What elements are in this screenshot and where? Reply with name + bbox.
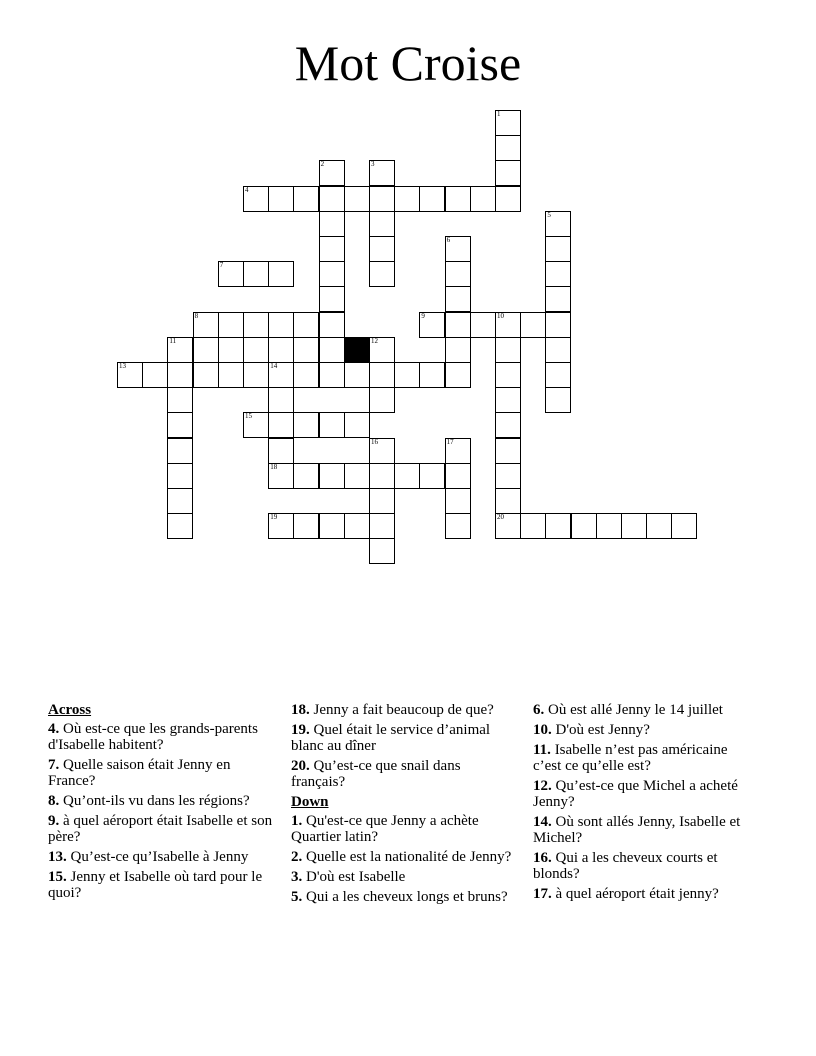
crossword-cell[interactable]: [520, 513, 546, 539]
crossword-cell[interactable]: [445, 362, 471, 388]
down-clue: [533, 722, 758, 738]
crossword-cell[interactable]: [369, 538, 395, 564]
clue-number: 2: [320, 160, 325, 169]
crossword-cell[interactable]: [369, 337, 395, 363]
crossword-cell[interactable]: [545, 261, 571, 287]
clue-text: à quel aéroport était Isabelle et son père?: [48, 813, 273, 845]
crossword-cell[interactable]: [470, 312, 496, 338]
clue-number: 10: [497, 311, 504, 320]
crossword-cell[interactable]: [369, 211, 395, 237]
crossword-cell[interactable]: [495, 110, 521, 136]
clue-number: 10.: [533, 722, 552, 738]
across-clue: [48, 793, 273, 809]
crossword-cell[interactable]: [545, 286, 571, 312]
clue-number: 5.: [291, 889, 303, 905]
crossword-cell[interactable]: [495, 135, 521, 161]
crossword-cell[interactable]: [495, 312, 521, 338]
crossword-cell[interactable]: [319, 412, 345, 438]
clue-text: Qui a les cheveux longs et bruns?: [302, 889, 508, 905]
clue-number: 1.: [291, 813, 303, 829]
clue-text: Qui a les cheveux courts et blonds?: [533, 850, 718, 882]
crossword-cell[interactable]: [495, 337, 521, 363]
crossword-cell[interactable]: [344, 412, 370, 438]
crossword-cell[interactable]: [243, 362, 269, 388]
crossword-cell[interactable]: [319, 186, 345, 212]
crossword-cell[interactable]: [545, 236, 571, 262]
clue-text: Quelle est la nationalité de Jenny?: [302, 849, 512, 865]
crossword-cell[interactable]: [445, 312, 471, 338]
crossword-cell[interactable]: [571, 513, 597, 539]
clue-number: 11.: [533, 742, 551, 758]
crossword-cell[interactable]: [243, 312, 269, 338]
crossword-cell[interactable]: [293, 412, 319, 438]
crossword-cell[interactable]: [495, 387, 521, 413]
crossword-cell[interactable]: [621, 513, 647, 539]
clue-number: 19.: [291, 722, 310, 738]
crossword-cell[interactable]: [344, 513, 370, 539]
clue-text: Isabelle n’est pas américaine c’est ce qu’elle est?: [533, 742, 728, 774]
crossword-cell[interactable]: [445, 463, 471, 489]
crossword-cell[interactable]: [218, 362, 244, 388]
crossword-cell[interactable]: [545, 337, 571, 363]
clue-text: à quel aéroport était jenny?: [551, 886, 719, 902]
crossword-cell[interactable]: [319, 513, 345, 539]
crossword-cell[interactable]: [293, 186, 319, 212]
crossword-cell[interactable]: [319, 337, 345, 363]
crossword-cell[interactable]: [319, 362, 345, 388]
down-clue: [291, 869, 516, 885]
crossword-cell[interactable]: [495, 412, 521, 438]
crossword-cell[interactable]: [344, 463, 370, 489]
clue-text: Qu’est-ce que Michel a acheté Jenny?: [533, 778, 738, 810]
clue-number: 3.: [291, 869, 303, 885]
crossword-cell[interactable]: [293, 312, 319, 338]
crossword-cell[interactable]: [495, 488, 521, 514]
clue-number: 15: [245, 412, 252, 421]
clue-number: 17: [446, 437, 454, 446]
clue-number: 6: [446, 236, 451, 244]
crossword-cell[interactable]: [243, 337, 269, 363]
crossword-cell[interactable]: [445, 286, 471, 312]
crossword-cell[interactable]: [394, 463, 420, 489]
clue-text: D'où est Jenny?: [551, 722, 650, 738]
clue-number: 11: [169, 336, 177, 345]
crossword-cell[interactable]: [445, 236, 471, 262]
crossword-cell[interactable]: [394, 362, 420, 388]
crossword-cell[interactable]: [293, 463, 319, 489]
crossword-cell[interactable]: [167, 412, 193, 438]
clue-number: 9: [421, 311, 425, 320]
clue-number: 14: [270, 362, 278, 370]
clue-text: Qu’ont-ils vu dans les régions?: [59, 793, 250, 809]
across-clue-list: [48, 721, 273, 901]
crossword-cell[interactable]: [445, 438, 471, 464]
crossword-cell[interactable]: [268, 186, 294, 212]
clues-column-3: [533, 702, 758, 906]
clue-number: 13: [119, 362, 126, 370]
down-clue: [291, 813, 516, 845]
clue-number: 6.: [533, 702, 545, 718]
clue-text: Jenny a fait beaucoup de que?: [309, 702, 494, 718]
down-clue: [533, 702, 758, 718]
crossword-cell[interactable]: [369, 463, 395, 489]
crossword-cell[interactable]: [319, 312, 345, 338]
down-clue: [533, 778, 758, 810]
page-title: Mot Croise: [294, 35, 522, 91]
crossword-cell[interactable]: [268, 387, 294, 413]
crossword-cell[interactable]: [445, 337, 471, 363]
crossword-cell[interactable]: [319, 211, 345, 237]
down-clue: [533, 742, 758, 774]
crossword-cell[interactable]: [319, 463, 345, 489]
crossword-cell[interactable]: [167, 513, 193, 539]
crossword-cell[interactable]: [470, 186, 496, 212]
across-clue: [291, 702, 516, 718]
down-clue-list-continued: [533, 702, 758, 902]
clue-number: 9.: [48, 813, 60, 829]
down-clue: [533, 850, 758, 882]
crossword-cell[interactable]: [545, 312, 571, 338]
crossword-cell[interactable]: [419, 463, 445, 489]
clue-number: 13.: [48, 849, 67, 865]
crossword-cell[interactable]: [218, 261, 244, 287]
clue-number: 14.: [533, 814, 552, 830]
across-clue: [48, 849, 273, 865]
crossword-cell[interactable]: [319, 236, 345, 262]
crossword-cell[interactable]: [167, 362, 193, 388]
crossword-cell[interactable]: [369, 387, 395, 413]
crossword-cell[interactable]: [268, 337, 294, 363]
crossword-cell[interactable]: [344, 362, 370, 388]
crossword-cell[interactable]: [117, 362, 143, 388]
clue-text: Quel était le service d’animal blanc au dîner: [291, 722, 491, 754]
clue-text: Où sont allés Jenny, Isabelle et Michel?: [533, 814, 741, 846]
clue-text: Qu’est-ce que snail dans français?: [291, 758, 461, 790]
clues-column-2: [291, 702, 516, 909]
crossword-cell[interactable]: [445, 186, 471, 212]
clue-number: 7: [219, 261, 224, 270]
crossword-cell[interactable]: [545, 387, 571, 413]
clue-number: 15.: [48, 869, 67, 885]
clue-number: 16: [371, 437, 378, 446]
crossword-cell[interactable]: [293, 513, 319, 539]
clue-text: Qu'est-ce que Jenny a achète Quartier latin?: [291, 813, 479, 845]
clue-text: D'où est Isabelle: [302, 869, 406, 885]
clue-number: 8: [194, 311, 199, 320]
clue-number: 7.: [48, 757, 60, 773]
crossword-cell[interactable]: [319, 160, 345, 186]
crossword-cell[interactable]: [419, 186, 445, 212]
crossword-cell[interactable]: [646, 513, 672, 539]
crossword-cell[interactable]: [218, 337, 244, 363]
down-clue: [533, 886, 758, 902]
crossword-cell[interactable]: [268, 312, 294, 338]
clue-number: 12.: [533, 778, 552, 794]
crossword-cell[interactable]: [293, 337, 319, 363]
clue-text: Jenny et Isabelle où tard pour le quoi?: [48, 869, 263, 901]
crossword-cell[interactable]: [193, 312, 219, 338]
crossword-cell[interactable]: [344, 186, 370, 212]
crossword-cell[interactable]: [369, 261, 395, 287]
clue-number: 5: [547, 210, 551, 219]
crossword-cell[interactable]: [495, 362, 521, 388]
clue-number: 2.: [291, 849, 303, 865]
clue-text: Où est-ce que les grands-parents d'Isabelle habitent?: [48, 721, 258, 753]
clue-number: 4.: [48, 721, 60, 737]
crossword-cell[interactable]: [495, 160, 521, 186]
crossword-cell[interactable]: [193, 337, 219, 363]
across-clue: [48, 869, 273, 901]
crossword-cell[interactable]: [495, 513, 521, 539]
crossword-cell[interactable]: [293, 362, 319, 388]
crossword-cell[interactable]: [319, 261, 345, 287]
across-heading: Across: [48, 702, 92, 718]
clue-number: 4: [245, 185, 249, 194]
crossword-cell[interactable]: [268, 438, 294, 464]
crossword-cell[interactable]: [268, 261, 294, 287]
clue-number: 18.: [291, 702, 310, 718]
crossword-cell[interactable]: [369, 513, 395, 539]
crossword-cell[interactable]: [268, 362, 294, 388]
crossword-cell[interactable]: [445, 513, 471, 539]
crossword-cell[interactable]: [369, 236, 395, 262]
clue-number: 12: [371, 336, 378, 345]
crossword-cell[interactable]: [445, 261, 471, 287]
crossword-cell[interactable]: [520, 312, 546, 338]
crossword-cell[interactable]: [142, 362, 168, 388]
crossword-cell[interactable]: [268, 412, 294, 438]
crossword-cell[interactable]: [495, 186, 521, 212]
across-clue-list-continued: [291, 702, 516, 790]
crossword-cell[interactable]: [243, 412, 269, 438]
crossword-cell[interactable]: [243, 186, 269, 212]
crossword-cell[interactable]: [545, 362, 571, 388]
crossword-cell[interactable]: [545, 211, 571, 237]
crossword-cell[interactable]: [193, 362, 219, 388]
crossword-cell[interactable]: [495, 463, 521, 489]
clue-number: 18: [270, 462, 278, 471]
crossword-cell[interactable]: [369, 362, 395, 388]
crossword-cell[interactable]: [268, 513, 294, 539]
clue-number: 3: [371, 160, 375, 169]
clue-number: 16.: [533, 850, 552, 866]
crossword-cell[interactable]: [243, 261, 269, 287]
clue-text: Où est allé Jenny le 14 juillet: [544, 702, 723, 718]
across-clue: [48, 721, 273, 753]
crossword-cell[interactable]: [167, 488, 193, 514]
crossword-cell[interactable]: [596, 513, 622, 539]
crossword-cell[interactable]: [394, 186, 420, 212]
clue-text: Qu’est-ce qu’Isabelle à Jenny: [66, 849, 249, 865]
clue-number: 20.: [291, 758, 310, 774]
clue-number: 17.: [533, 886, 552, 902]
clue-number: 1: [497, 110, 501, 118]
clue-number: 20: [497, 513, 504, 522]
across-clue: [48, 813, 273, 845]
clue-number: 8.: [48, 793, 60, 809]
crossword-cell[interactable]: [545, 513, 571, 539]
down-clue: [291, 889, 516, 905]
crossword-cell[interactable]: [268, 463, 294, 489]
crossword-cell[interactable]: [167, 463, 193, 489]
crossword-cell[interactable]: [369, 438, 395, 464]
down-clue: [291, 849, 516, 865]
crossword-cell[interactable]: [167, 387, 193, 413]
crossword-cell[interactable]: [369, 488, 395, 514]
crossword-cell[interactable]: [495, 438, 521, 464]
crossword-cell[interactable]: [419, 312, 445, 338]
crossword-cell[interactable]: [369, 160, 395, 186]
down-clue-list: [291, 813, 516, 905]
crossword-cell[interactable]: [369, 186, 395, 212]
crossword-cell[interactable]: [167, 438, 193, 464]
across-clue: [48, 757, 273, 789]
down-clue: [533, 814, 758, 846]
across-clue: [291, 722, 516, 754]
clue-number: 19: [270, 513, 278, 522]
crossword-cell[interactable]: [445, 488, 471, 514]
crossword-cell[interactable]: [167, 337, 193, 363]
down-heading: Down: [291, 794, 329, 810]
crossword-cell[interactable]: [671, 513, 697, 539]
clue-text: Quelle saison était Jenny en France?: [48, 757, 231, 789]
clues-column-1: [48, 702, 273, 905]
across-clue: [291, 758, 516, 790]
crossword-cell[interactable]: [419, 362, 445, 388]
crossword-cell[interactable]: [319, 286, 345, 312]
crossword-cell[interactable]: [218, 312, 244, 338]
crossword-black-cell: [344, 337, 370, 363]
